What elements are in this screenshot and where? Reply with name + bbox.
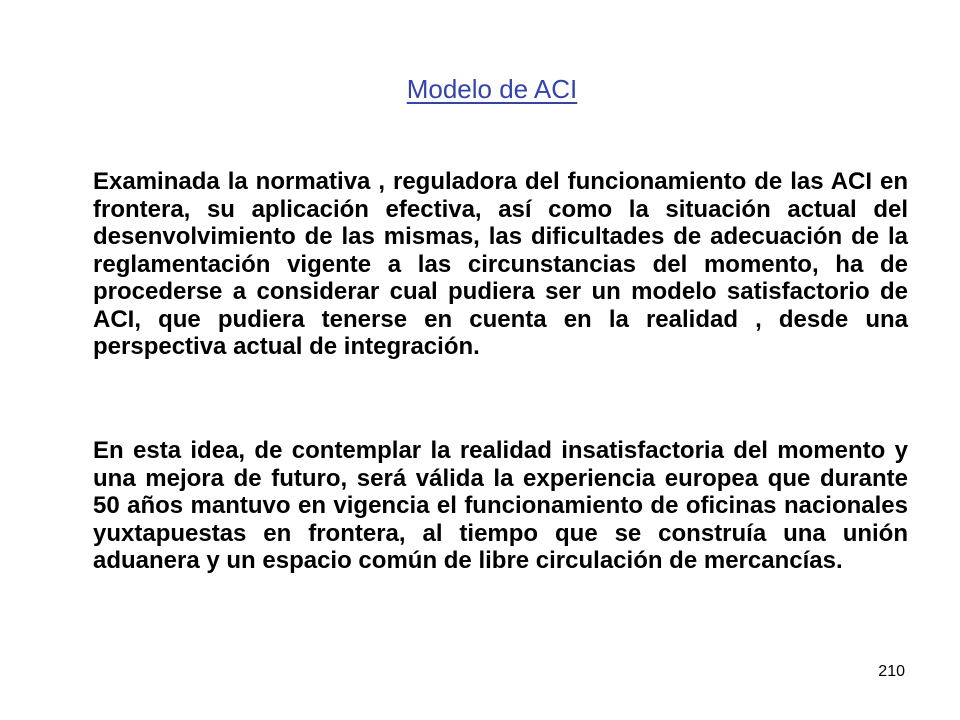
paragraph-1: Examinada la normativa , reguladora del funcionamiento de las ACI en frontera, su aplicación efectiva, así como la situación actual del desenvolvimiento de las mismas, las dificultades de adecuación de la reglamentación vigente a las circunstancias del momento, ha de procederse a considerar cual pudiera ser un modelo satisfactorio de ACI, que pudiera tenerse en cuenta en la realidad , desde una perspectiva actual de integración.: [93, 168, 908, 360]
page-number: 210: [878, 663, 905, 680]
slide-title: Modelo de ACI: [406, 74, 578, 104]
paragraph-2: En esta idea, de contemplar la realidad insatisfactoria del momento y una mejora de futuro, será válida la experiencia europea que durante 50 años mantuvo en vigencia el funcionamiento de oficinas nacionales yuxtapuestas en frontera, al tiempo que se construía una unión aduanera y un espacio común de libre circulación de mercancías.: [93, 437, 908, 574]
